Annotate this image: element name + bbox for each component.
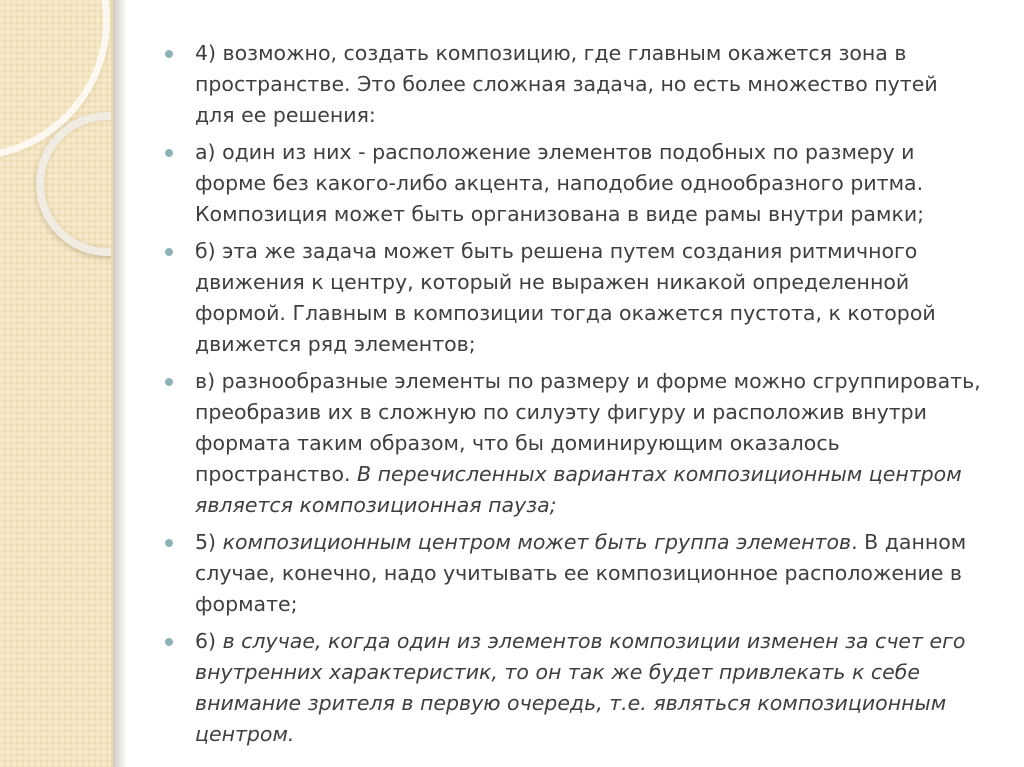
decorative-side-band <box>0 0 113 767</box>
bullet-dot-icon <box>165 50 173 58</box>
bullet-text: а) один из них - расположение элементов подобных по размеру и форме без какого-либо акцента, наподобие однообразного ритма. Композиция может быть организована в виде рамы внутри рамки; <box>195 140 925 226</box>
side-band-shadow <box>113 0 127 767</box>
bullet-italic-text: в случае, когда один из элементов композиции изменен за счет его внутренних характеристик, то он так же будет привлекать к себе внимание зрителя в первую очередь, т.е. являться композиционным центром. <box>195 629 966 746</box>
bullet-prefix: 5) <box>195 530 223 554</box>
bullet-item-a <box>162 137 982 230</box>
bullet-text: б) эта же задача может быть решена путем создания ритмичного движения к центру, который не выражен никакой определенной формой. Главным в композиции тогда окажется пустота, к которой движется ряд элементов; <box>195 239 936 356</box>
bullet-item-v <box>162 366 982 521</box>
bullet-item-zone <box>162 38 982 131</box>
bullet-item-b <box>162 236 982 360</box>
bullet-dot-icon <box>165 638 173 646</box>
bullet-item-5 <box>162 527 982 620</box>
bullet-prefix: 6) <box>195 629 223 653</box>
bullet-italic-text: композиционным центром может быть группа элементов <box>222 530 852 554</box>
bullet-italic-text: В перечисленных вариантах композиционным центром является композиционная пауза; <box>195 462 962 517</box>
bullet-dot-icon <box>165 539 173 547</box>
bullet-text: в) разнообразные элементы по размеру и форме можно сгруппировать, преобразив их в сложную по силуэту фигуру и расположив внутри формата таким образом, что бы доминирующим оказалось пространство. <box>195 369 981 486</box>
bullet-dot-icon <box>165 248 173 256</box>
bullet-list <box>162 38 982 750</box>
bullet-item-6 <box>162 626 982 750</box>
bullet-text: 4) возможно, создать композицию, где главным окажется зона в пространстве. Это более сложная задача, но есть множество путей для ее решения: <box>195 41 938 127</box>
slide-content <box>162 38 982 756</box>
bullet-text: . В данном случае, конечно, надо учитывать ее композиционное расположение в формате; <box>195 530 967 616</box>
bullet-dot-icon <box>165 378 173 386</box>
bullet-dot-icon <box>165 149 173 157</box>
